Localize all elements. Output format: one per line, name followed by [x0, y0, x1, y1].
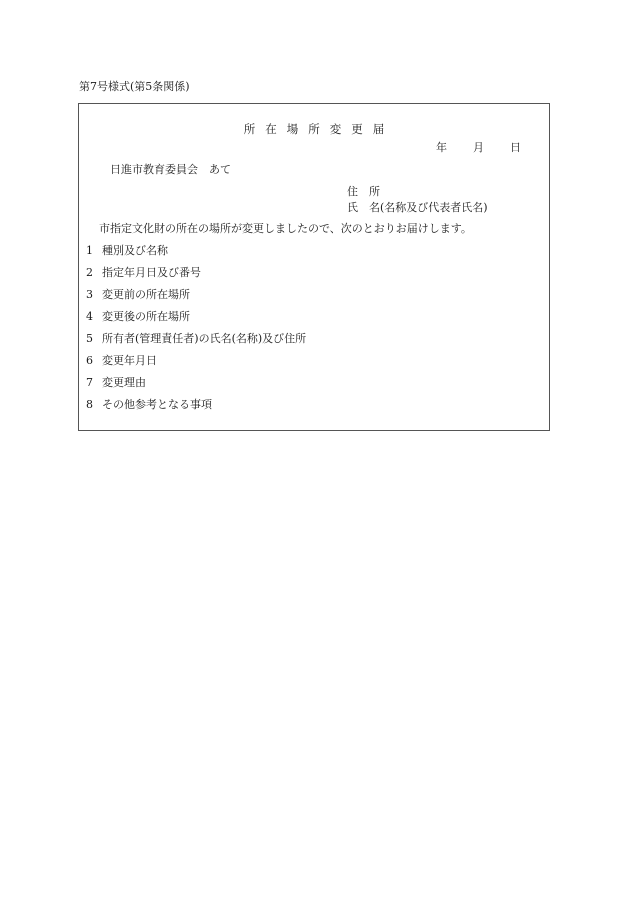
- item-owner-info: [86, 333, 306, 344]
- applicant-name-label: 氏 名(名称及び代表者氏名): [347, 201, 488, 214]
- item-label: 変更前の所在場所: [102, 288, 190, 301]
- date-year-label: 年: [436, 141, 447, 154]
- item-number: 8: [86, 398, 93, 411]
- form-title: 所在場所変更届: [243, 122, 395, 136]
- item-number: 3: [86, 288, 93, 301]
- item-number: 7: [86, 376, 93, 389]
- applicant-address-label: 住 所: [347, 185, 380, 198]
- item-label: 変更理由: [102, 376, 146, 389]
- notification-form: [78, 103, 550, 431]
- item-number: 1: [86, 244, 93, 257]
- form-number-label: 第7号様式(第5条関係): [79, 80, 190, 93]
- date-month-label: 月: [473, 141, 484, 154]
- item-label: 変更年月日: [102, 354, 157, 367]
- item-number: 2: [86, 266, 93, 279]
- addressee: 日進市教育委員会 あて: [110, 163, 231, 176]
- item-number: 4: [86, 310, 93, 323]
- item-number: 5: [86, 332, 93, 345]
- item-label: 変更後の所在場所: [102, 310, 190, 323]
- item-label: 種別及び名称: [102, 244, 168, 257]
- item-number: 6: [86, 354, 93, 367]
- item-designation-date: [86, 267, 201, 278]
- item-change-date: [86, 355, 157, 366]
- statement-text: 市指定文化財の所在の場所が変更しましたので、次のとおりお届けします。: [99, 222, 472, 235]
- item-label: 所有者(管理責任者)の氏名(名称)及び住所: [102, 332, 307, 345]
- item-other-notes: [86, 399, 212, 410]
- item-label: 指定年月日及び番号: [102, 266, 201, 279]
- item-previous-location: [86, 289, 190, 300]
- item-type-and-name: [86, 245, 168, 256]
- date-line: [436, 142, 521, 153]
- date-day-label: 日: [510, 141, 521, 154]
- item-new-location: [86, 311, 190, 322]
- item-change-reason: [86, 377, 146, 388]
- item-label: その他参考となる事項: [102, 398, 212, 411]
